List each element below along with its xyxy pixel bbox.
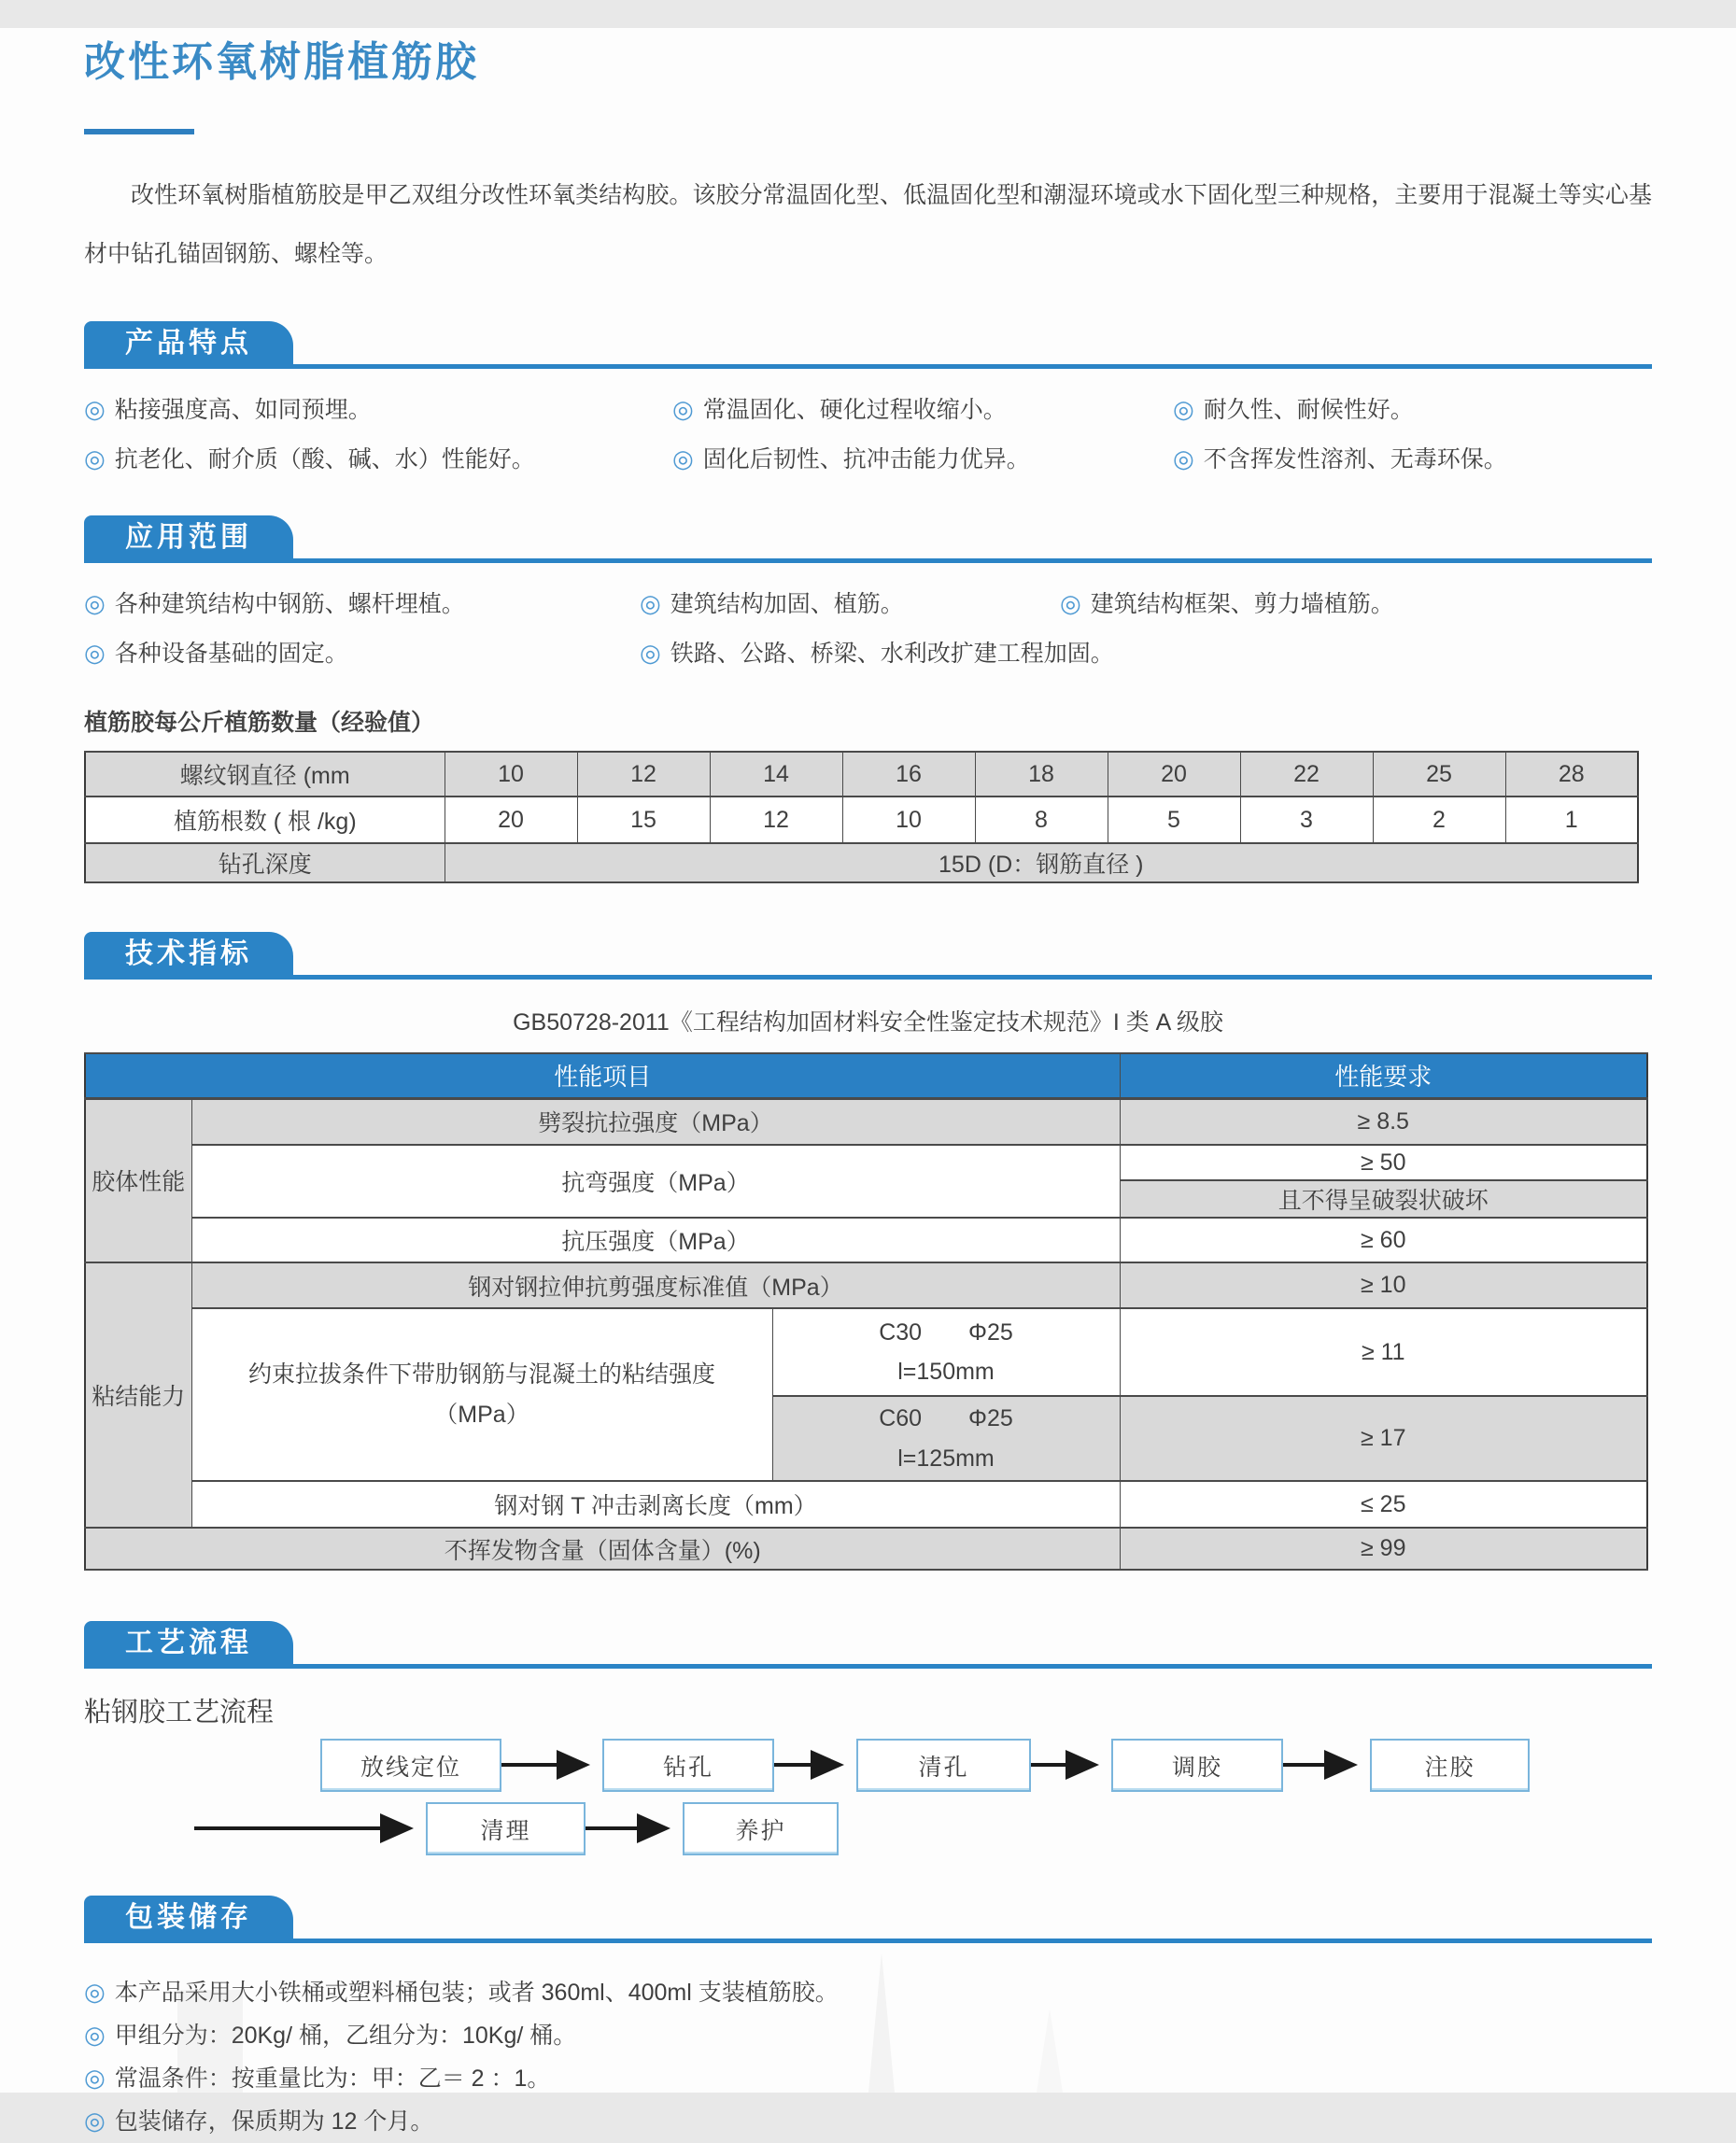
table-row [85,1145,1647,1180]
requirement-cell: ≥ 8.5 [1120,1098,1647,1145]
property-cell: 劈裂抗拉强度（MPa） [191,1098,1120,1145]
group-cell: 粘结能力 [85,1262,191,1528]
table-cell: 25 [1373,752,1505,797]
packaging-text: 常温条件：按重量比为：甲：乙＝ 2 ：1。 [114,2065,551,2092]
application-text: 铁路、公路、桥梁、水利改扩建工程加固。 [670,641,1114,667]
rebar-table-title: 植筋胶每公斤植筋数量（经验值） [84,710,435,736]
process-flowchart [84,1739,1652,1862]
property-cell: 抗弯强度（MPa） [191,1145,1120,1218]
section-header-packaging [84,1896,1652,1943]
feature-item [84,441,672,474]
table-cell: 20 [445,797,577,843]
section-badge-features: 产品特点 [84,321,293,365]
property-cell: 钢对钢拉伸抗剪强度标准值（MPa） [191,1262,1120,1308]
requirement-cell: ≥ 10 [1120,1262,1647,1308]
bullet-icon: ◎ [84,2064,106,2092]
condition-line: l=125mm [897,1445,995,1472]
flow-node-layout: 放线定位 [320,1739,501,1792]
document-page [0,28,1736,2135]
table-cell: 18 [975,752,1108,797]
intro-paragraph: 改性环氧树脂植筋胶是甲乙双组分改性环氧类结构胶。该胶分常温固化型、低温固化型和潮湿环境或水下固化型三种规格，主要用于混凝土等实心基材中钻孔锚固钢筋、螺栓等。 [84,182,1652,267]
section-badge-tech: 技术指标 [84,932,293,976]
flow-node-cleanup: 清理 [426,1802,586,1855]
table-cell: 2 [1373,797,1505,843]
table-row [85,1528,1647,1570]
section-header-tech [84,932,1652,980]
packaging-text: 甲组分为：20Kg/ 桶，乙组分为：10Kg/ 桶。 [114,2023,577,2049]
packaging-item [84,2057,1652,2100]
table-row [85,1308,1647,1396]
packaging-text: 包装储存，保质期为 12 个月。 [114,2108,434,2135]
feature-text: 不含挥发性溶剂、无毒环保。 [1203,446,1507,472]
table-cell: 10 [842,797,975,843]
table-row [85,1481,1647,1528]
application-item [84,635,640,669]
feature-item [1173,391,1652,425]
requirement-cell: 且不得呈破裂状破坏 [1120,1180,1647,1218]
packaging-list [84,1971,1652,2143]
applications-list [84,585,1652,669]
section-badge-applications: 应用范围 [84,515,293,559]
flow-node-inject-glue: 注胶 [1370,1739,1530,1792]
column-header: 性能项目 [85,1053,1120,1098]
table-cell: 12 [710,797,842,843]
feature-text: 固化后韧性、抗冲击能力优异。 [702,446,1030,472]
condition-line: C60 Φ25 [879,1405,1013,1431]
requirement-cell: ≥ 60 [1120,1218,1647,1262]
bullet-icon: ◎ [84,395,106,423]
process-flow-label: 粘钢胶工艺流程 [84,1698,275,1727]
section-header-applications [84,515,1652,563]
table-cell: 15D (D：钢筋直径 ) [445,843,1638,882]
table-cell: 16 [842,752,975,797]
bullet-icon: ◎ [84,639,106,667]
feature-item [84,391,672,425]
condition-cell [772,1308,1120,1396]
features-list [84,391,1652,474]
application-text: 各种设备基础的固定。 [114,641,348,667]
table-cell: 1 [1505,797,1638,843]
property-name: 约束拉拔条件下带肋钢筋与混凝土的粘结强度 [247,1361,715,1388]
rebar-table-row-count [85,797,1638,843]
bullet-icon: ◎ [672,395,694,423]
flow-node-mix-glue: 调胶 [1111,1739,1283,1792]
bullet-icon: ◎ [84,2107,106,2135]
application-item [640,635,1114,669]
section-badge-process: 工艺流程 [84,1621,293,1665]
table-cell: 12 [577,752,710,797]
application-item [1060,585,1652,619]
bullet-icon: ◎ [672,444,694,472]
feature-item [672,441,1173,474]
packaging-item [84,1971,1652,2014]
feature-text: 常温固化、硬化过程收缩小。 [702,397,1007,423]
feature-item [1173,441,1652,474]
group-cell: 胶体性能 [85,1098,191,1262]
rebar-table-row-depth [85,843,1638,882]
application-text: 建筑结构框架、剪力墙植筋。 [1090,591,1394,617]
requirement-cell: ≥ 11 [1120,1308,1647,1396]
requirement-cell: ≥ 17 [1120,1396,1647,1481]
bullet-icon: ◎ [1173,444,1194,472]
title-underline [84,129,194,134]
packaging-text: 本产品采用大小铁桶或塑料桶包装；或者 360ml、400ml 支装植筋胶。 [114,1980,839,2006]
bullet-icon: ◎ [84,589,106,617]
table-row [85,1262,1647,1308]
flow-node-cure: 养护 [683,1802,839,1855]
flow-node-clean-hole: 清孔 [856,1739,1031,1792]
feature-text: 抗老化、耐介质（酸、碱、水）性能好。 [114,446,535,472]
application-text: 各种建筑结构中钢筋、螺杆埋植。 [114,591,465,617]
section-badge-packaging: 包装储存 [84,1896,293,1939]
table-cell: 8 [975,797,1108,843]
row-label-cell: 螺纹钢直径 (mm [85,752,445,797]
requirement-cell: ≥ 50 [1120,1145,1647,1180]
condition-line: l=150mm [897,1359,995,1385]
application-item [84,585,640,619]
table-cell: 5 [1108,797,1240,843]
requirement-cell: ≥ 99 [1120,1528,1647,1570]
rebar-table [84,751,1639,883]
table-cell: 15 [577,797,710,843]
rebar-table-row-diameter [85,752,1638,797]
bullet-icon: ◎ [84,1978,106,2006]
tech-table-header [85,1053,1647,1098]
property-cell: 钢对钢 T 冲击剥离长度（mm） [191,1481,1120,1528]
table-cell: 22 [1240,752,1373,797]
bullet-icon: ◎ [1173,395,1194,423]
tech-standard-caption: GB50728-2011《工程结构加固材料安全性鉴定技术规范》I 类 A 级胶 [513,1009,1223,1036]
packaging-item [84,2100,1652,2143]
bullet-icon: ◎ [640,589,661,617]
tech-table [84,1052,1648,1571]
page-title: 改性环氧树脂植筋胶 [84,39,479,85]
row-label-cell: 植筋根数 ( 根 /kg) [85,797,445,843]
table-row [85,1098,1647,1145]
table-cell: 10 [445,752,577,797]
flow-node-drill: 钻孔 [602,1739,774,1792]
application-text: 建筑结构加固、植筋。 [670,591,904,617]
bullet-icon: ◎ [84,444,106,472]
property-cell [191,1308,772,1481]
application-item [640,585,1060,619]
bullet-icon: ◎ [640,639,661,667]
column-header: 性能要求 [1120,1053,1647,1098]
property-unit: （MPa） [434,1401,529,1428]
packaging-item [84,2014,1652,2057]
feature-text: 粘接强度高、如同预埋。 [114,397,372,423]
property-cell: 抗压强度（MPa） [191,1218,1120,1262]
table-cell: 14 [710,752,842,797]
condition-line: C30 Φ25 [879,1318,1013,1346]
condition-cell [772,1396,1120,1481]
feature-item [672,391,1173,425]
property-cell: 不挥发物含量（固体含量）(%) [85,1528,1120,1570]
bullet-icon: ◎ [84,2021,106,2049]
table-cell: 28 [1505,752,1638,797]
table-cell: 20 [1108,752,1240,797]
bullet-icon: ◎ [1060,589,1081,617]
row-label-cell: 钻孔深度 [85,843,445,882]
feature-text: 耐久性、耐候性好。 [1203,397,1414,423]
section-header-features [84,321,1652,369]
table-row [85,1218,1647,1262]
section-header-process [84,1621,1652,1669]
table-cell: 3 [1240,797,1373,843]
requirement-cell: ≤ 25 [1120,1481,1647,1528]
